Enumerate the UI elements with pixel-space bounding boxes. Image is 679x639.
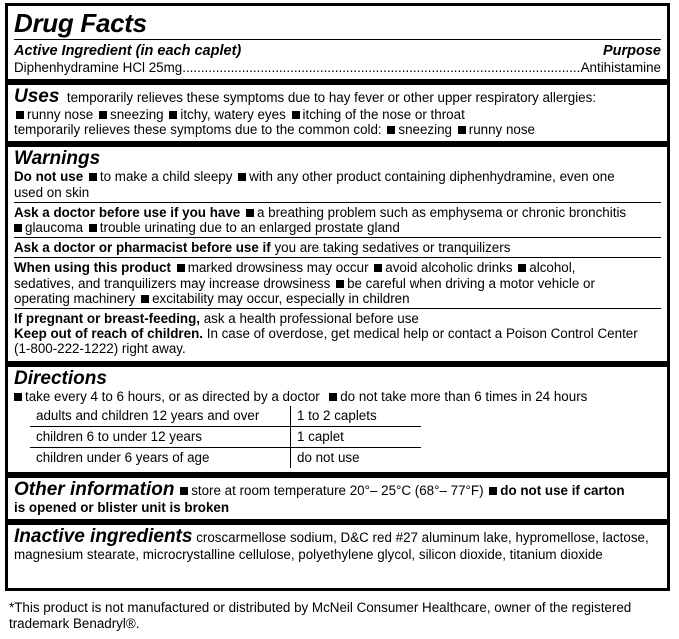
warning-ask-doctor xyxy=(14,203,661,237)
bullet-square-icon xyxy=(489,487,497,495)
ingredient-name: Diphenhydramine HCl 25mg xyxy=(14,60,183,75)
footnote xyxy=(9,600,669,632)
other-information-title: Other information xyxy=(14,478,175,500)
bullet-square-icon xyxy=(238,173,246,181)
list-item: sneezing xyxy=(398,122,452,138)
uses-intro: temporarily relieves these symptoms due to hay fever or other upper respiratory allergies: xyxy=(66,90,597,105)
warning-item: to make a child sleepy xyxy=(99,169,233,185)
table-cell-age: children under 6 years of age xyxy=(36,449,210,465)
uses-section xyxy=(14,85,661,141)
warning-label: Do not use xyxy=(14,169,84,185)
purpose-heading: Purpose xyxy=(602,43,661,59)
inactive-ingredients-section xyxy=(14,525,661,562)
bullet-square-icon xyxy=(329,393,337,401)
warning-pregnant-keep-out xyxy=(14,309,661,361)
list-item: do not use if carton xyxy=(500,482,625,498)
warning-item: avoid alcoholic drinks xyxy=(385,260,513,276)
bullet-square-icon xyxy=(99,111,107,119)
warning-ask-pharmacist xyxy=(14,238,661,257)
drug-facts-panel xyxy=(5,3,670,591)
bullet-square-icon xyxy=(177,264,185,272)
bullet-square-icon xyxy=(16,111,24,119)
uses-allergy-list xyxy=(14,107,661,122)
bullet-square-icon xyxy=(458,126,466,134)
bullet-square-icon xyxy=(336,280,344,288)
warning-item: marked drowsiness may occur xyxy=(187,260,369,276)
list-item: itchy, watery eyes xyxy=(180,107,286,122)
table-row xyxy=(30,447,421,468)
warning-label: Keep out of reach of children. xyxy=(14,326,203,342)
bullet-square-icon xyxy=(374,264,382,272)
bullet-square-icon xyxy=(292,111,300,119)
bullet-square-icon xyxy=(387,126,395,134)
inactive-text: croscarmellose sodium, D&C red #27 aluminum lake, hypromellose, lactose, xyxy=(196,530,649,546)
list-item: itching of the nose or throat xyxy=(302,107,465,122)
warning-item-cont: (1-800-222-1222) right away. xyxy=(14,341,186,357)
active-ingredient-header xyxy=(14,40,661,60)
warnings-title: Warnings xyxy=(14,148,101,170)
bullet-square-icon xyxy=(246,209,254,217)
dot-leader xyxy=(182,60,580,75)
warning-label: When using this product xyxy=(14,260,171,276)
bullet-square-icon xyxy=(518,264,526,272)
warnings-section xyxy=(14,147,661,360)
footnote-line: trademark Benadryl®. xyxy=(9,616,140,631)
bullet-square-icon xyxy=(14,224,22,232)
table-cell-age: children 6 to under 12 years xyxy=(30,426,291,447)
warning-item: you are taking sedatives or tranquilizers xyxy=(274,240,511,256)
list-item: take every 4 to 6 hours, or as directed by a doctor xyxy=(25,388,320,404)
ingredient-purpose: Antihistamine xyxy=(580,60,661,75)
warning-item-cont: used on skin xyxy=(14,184,90,200)
bullet-square-icon xyxy=(141,295,149,303)
drug-facts-title: Drug Facts xyxy=(14,8,147,38)
inactive-text-cont: magnesium stearate, microcrystalline cellulose, polyethylene glycol, silicon dioxide, titanium dioxide xyxy=(14,547,603,563)
warning-item: be careful when driving a motor vehicle or xyxy=(347,275,595,291)
warning-item: trouble urinating due to an enlarged prostate gland xyxy=(99,220,400,236)
warning-item-cont: sedatives, and tranquilizers may increase drowsiness xyxy=(14,275,331,291)
inactive-ingredients-title: Inactive ingredients xyxy=(14,526,193,548)
table-row xyxy=(30,406,421,427)
warning-item: In case of overdose, get medical help or contact a Poison Control Center xyxy=(206,326,638,342)
warning-item: excitability may occur, especially in children xyxy=(152,290,410,306)
warning-label: Ask a doctor or pharmacist before use if xyxy=(14,240,271,256)
footnote-line: *This product is not manufactured or distributed by McNeil Consumer Healthcare, owner of the registered xyxy=(9,600,632,615)
list-item: runny nose xyxy=(468,122,535,138)
table-cell-dose: do not use xyxy=(291,447,422,468)
list-item: do not take more than 6 times in 24 hours xyxy=(340,388,588,404)
bullet-square-icon xyxy=(14,393,22,401)
table-cell-age: adults and children 12 years and over xyxy=(30,406,291,427)
bullet-square-icon xyxy=(89,224,97,232)
other-information-section xyxy=(14,478,661,519)
warning-label: If pregnant or breast-feeding, xyxy=(14,311,200,327)
directions-section xyxy=(14,367,661,472)
uses-cold-list xyxy=(14,122,661,137)
warning-label: Ask a doctor before use if you have xyxy=(14,204,241,220)
table-cell-dose: 1 to 2 caplets xyxy=(291,406,422,427)
list-item: store at room temperature 20°– 25°C (68°– 77°F) xyxy=(191,482,484,498)
warning-item: alcohol, xyxy=(529,260,576,276)
warning-do-not-use xyxy=(14,169,661,201)
uses-title: Uses xyxy=(14,86,60,107)
warning-when-using xyxy=(14,258,661,308)
list-item-cont: is opened or blister unit is broken xyxy=(14,499,230,515)
dosage-table xyxy=(30,406,421,468)
list-item: sneezing xyxy=(110,107,164,122)
warning-item: a breathing problem such as emphysema or chronic bronchitis xyxy=(256,204,627,220)
bullet-square-icon xyxy=(89,173,97,181)
table-cell-dose: 1 caplet xyxy=(291,426,422,447)
warning-item: with any other product containing diphenhydramine, even one xyxy=(249,169,615,185)
warning-item-cont: operating machinery xyxy=(14,290,136,306)
bullet-square-icon xyxy=(169,111,177,119)
table-row xyxy=(30,426,421,447)
bullet-square-icon xyxy=(180,487,188,495)
directions-title: Directions xyxy=(14,367,107,389)
uses-cold-intro: temporarily relieves these symptoms due to the common cold: xyxy=(14,122,382,138)
warning-item: ask a health professional before use xyxy=(203,311,419,327)
active-ingredient-row xyxy=(14,60,661,79)
active-ingredient-heading: Active Ingredient (in each caplet) xyxy=(14,43,242,59)
warning-item: glaucoma xyxy=(25,220,84,236)
directions-list xyxy=(14,389,661,404)
list-item: runny nose xyxy=(27,107,94,122)
